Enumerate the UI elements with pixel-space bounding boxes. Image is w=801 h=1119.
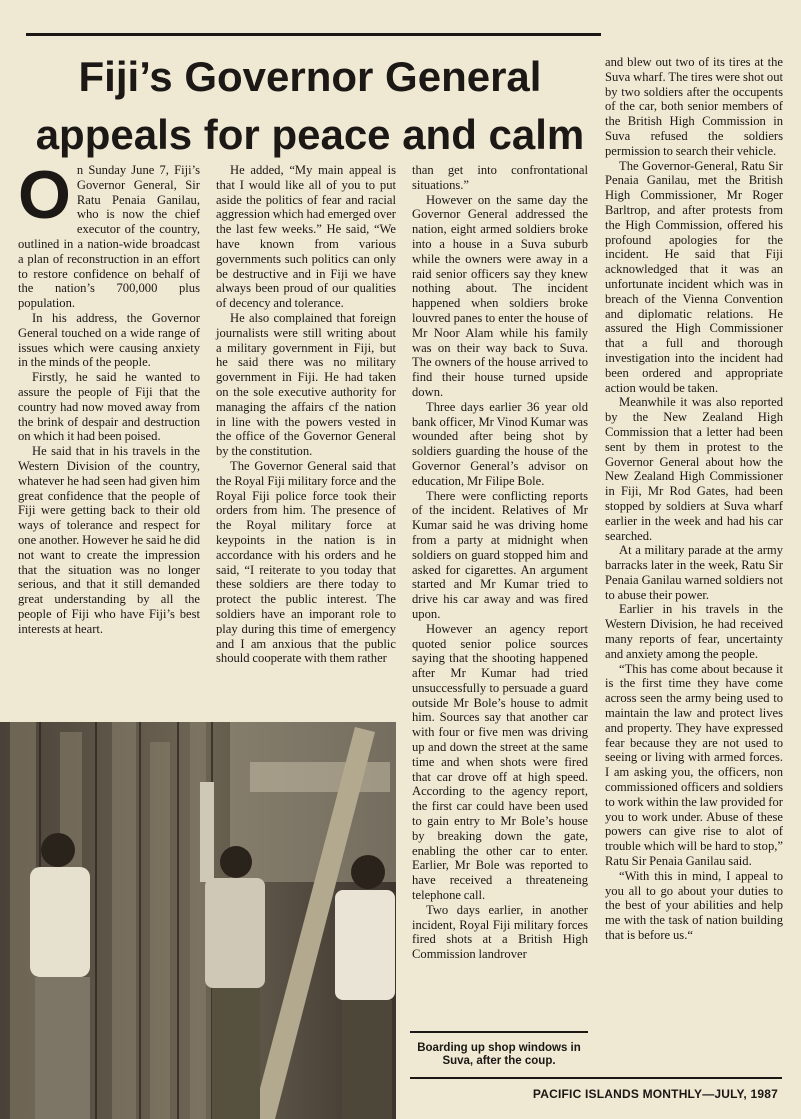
top-rule <box>26 33 601 36</box>
news-photo <box>0 722 396 1119</box>
paragraph: and blew out two of its tires at the Suva wharf. The tires were shot out by two soldiers after the occupents of the car, both senior members of the British High Commission in Suva refused the soldiers permission to search their vehicle. <box>605 55 783 158</box>
paragraph: Three days earlier 36 year old bank officer, Mr Vinod Kumar was wounded after being shot by soldiers guarding the house of the Governor General’s advisor on education, Mr Filipe Bole. <box>412 399 588 488</box>
paragraph: The Governor General said that the Royal Fiji military force and the Royal Fiji police force took their orders from him. The presence of the Royal military force at keypoints in the nation is in accordance with his orders and he said, “I reiterate to you today that these soldiers are there today to protect the public interest. The soldiers have an imporant role to play during this time of emergency and I am anxious that the public should cooperate with them rather <box>216 458 396 666</box>
caption-rule <box>410 1031 588 1033</box>
paragraph: Firstly, he said he wanted to assure the people of Fiji that the country had now moved away from the brink of despair and destruction on which it had been poised. <box>18 370 200 444</box>
paragraph: However an agency report quoted senior police sources saying that the shooting happened after Mr Kumar had tried unsuccessfully to persuade a guard outside Mr Bole’s house to admit him. Sources say that another car with four or five men was driving up and down the street at the same time and when shots were fired that car drove off at high speed. According to the agency report, the first car could have been used to gain entry to Mr Bole’s house by breaking down the gate, enabling the other car to enter. Earlier, Mr Bole was reported to have received a threateneing telephone call. <box>412 621 588 903</box>
paragraph: In his address, the Governor General touched on a wide range of issues which were causing anxiety in the minds of the people. <box>18 310 200 370</box>
article-column-3 <box>412 163 588 962</box>
footer-rule <box>410 1077 782 1079</box>
article-column-1 <box>18 157 200 637</box>
paragraph: However on the same day the Governor General addressed the nation, eight armed soldiers broke into a house in a Suva suburb while the owners were away in a raid senior officers say they knew nothing about. The incident happened when soldiers broke louvred panes to enter the house of Mr Noor Alam while his family was on their way back to Suva. The owners of the house arrived to find their house turned upside down. <box>412 192 588 399</box>
paragraph: n Sunday June 7, Fiji’s Governor General, Sir Ratu Penaia Ganilau, who is now the chief executor of the country, outlined in a nation-wide broadcast a plan of reconstruction in an effort to restore confidence on behalf of the nation’s 700,000 plus population. <box>18 163 200 311</box>
paragraph: “This has come about because it is the first time they have come across seen the army being used to maintain the law and protect lives and property. They have expressed fear because they are not used to seeing or living with armed forces. I am asking you, the officers, non commissioned officers and soldiers to work within the law provided for you to work under. Abuse of these powers can give rise to alot of trouble which will be hard to stop,” Ratu Sir Penaia Ganilau said. <box>605 661 783 869</box>
paragraph: Two days earlier, in another incident, Royal Fiji military forces fired shots at a British High Commission landrover <box>412 902 588 962</box>
headline: Fiji’s Governor General appeals for peace and calm <box>35 53 585 158</box>
drop-cap: O <box>18 157 71 233</box>
paragraph: “With this in mind, I appeal to you all to go about your duties to the best of your abilities and help me with the task of nation building that is before us.“ <box>605 868 783 943</box>
paragraph: Meanwhile it was also reported by the New Zealand High Commission that a letter had been sent by them in protest to the Governor General about how the New Zealand High Commissioner in Fiji, Mr Rod Gates, had been stopped by soldiers at Suva wharf earlier in the week and had his car searched. <box>605 395 783 543</box>
photo-caption: Boarding up shop windows in Suva, after the coup. <box>417 1042 581 1067</box>
paragraph: than get into confrontational situations.” <box>412 163 588 192</box>
paragraph: Earlier in his travels in the Western Division, he had received many reports of fear, uncertainty and anxiety among the people. <box>605 602 783 661</box>
article-column-2 <box>216 163 396 666</box>
paragraph: There were conflicting reports of the incident. Relatives of Mr Kumar said he was driving home from a party at midnight when soldiers on guard stopped him and asked for cigarettes. An argument started and Mr Kumar tried to drive his car away and was fired upon. <box>412 488 588 621</box>
photo-illustration <box>0 722 396 1119</box>
article-column-4 <box>605 55 783 943</box>
paragraph: He also complained that foreign journalists were still writing about a military government in Fiji, but he said there was no military government in Fiji. He had taken on the sole executive authority for managing the affairs cf the nation in line with the powers vested in the office of the Governor General by the constitution. <box>216 310 396 459</box>
page-footer: PACIFIC ISLANDS MONTHLY—JULY, 1987 <box>532 1087 778 1101</box>
paragraph: He said that in his travels in the Western Division of the country, whatever he had seen had given him great confidence that the people of Fiji were getting back to their old ways of tolerance and respect for one another. However he said he did not want to create the impression that the situation was no longer serious, and that it still demanded great understanding by all the people of Fiji who have Fiji’s best interests at heart. <box>18 444 200 636</box>
paragraph: The Governor-General, Ratu Sir Penaia Ganilau, met the British High Commissioner, Mr Roger Barltrop, and after protests from the High Commission, offered his profound apologies for the incident. He said that Fiji acknowledged that it was an unfortunate incident which was in breach of the Vienna Convention and diplomatic relations. He assured the High Commissioner that a full and thorough investigation into the incident had been ordered and appropriate action would be taken. <box>605 158 783 395</box>
paragraph: At a military parade at the army barracks later in the week, Ratu Sir Penaia Ganilau warned soldiers not to abuse their power. <box>605 543 783 602</box>
paragraph: He added, “My main appeal is that I would like all of you to put aside the politics of fear and racial aggression which had emerged over the last few weeks.” He said, “We have known from various governments such politics can only be destructive and in Fiji we have always been proud of our qualities of decency and tolerance. <box>216 163 396 311</box>
